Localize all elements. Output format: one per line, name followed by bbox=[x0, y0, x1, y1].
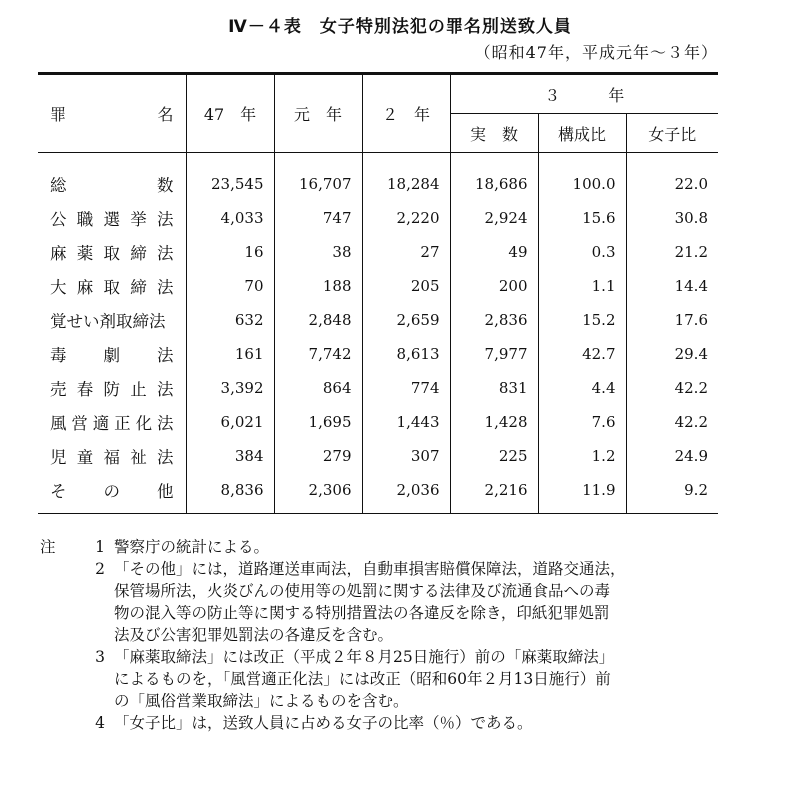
offense-name-char: 祉 bbox=[130, 448, 147, 467]
notes-label: 注 bbox=[40, 538, 56, 556]
offense-name-cell bbox=[38, 269, 186, 303]
table-row bbox=[38, 269, 718, 303]
header-heisei-3: ３ 年 bbox=[450, 74, 718, 114]
notes-label bbox=[40, 646, 86, 668]
header-composition-ratio: 構成比 bbox=[538, 114, 626, 153]
value-showa-47: 632 bbox=[186, 303, 274, 337]
table-row bbox=[38, 153, 718, 202]
offense-name-char: 法 bbox=[157, 380, 174, 399]
value-actual-count: 7,977 bbox=[450, 337, 538, 371]
note-text: 「麻薬取締法」には改正（平成２年８月25日施行）前の「麻薬取締法」 bbox=[114, 648, 615, 666]
notes-label bbox=[40, 624, 86, 646]
offense-name-char: 適 bbox=[92, 414, 110, 433]
value-heisei-2: 2,036 bbox=[362, 473, 450, 514]
offense-name-cell bbox=[38, 371, 186, 405]
value-actual-count: 225 bbox=[450, 439, 538, 473]
notes-label bbox=[40, 668, 86, 690]
value-female-ratio: 42.2 bbox=[626, 405, 718, 439]
note-line bbox=[40, 646, 740, 668]
offense-name-char: 児 bbox=[50, 448, 67, 467]
note-line bbox=[40, 712, 740, 734]
note-line bbox=[40, 580, 740, 602]
note-number bbox=[86, 624, 114, 646]
note-text: によるものを，「風営適正化法」には改正（昭和60年２月13日施行）前 bbox=[114, 670, 611, 688]
value-heisei-2: 18,284 bbox=[362, 153, 450, 202]
value-composition-ratio: 0.3 bbox=[538, 235, 626, 269]
offense-name-char: 他 bbox=[157, 482, 174, 501]
value-female-ratio: 21.2 bbox=[626, 235, 718, 269]
offense-name-char: 麻 bbox=[50, 244, 67, 263]
value-actual-count: 2,924 bbox=[450, 201, 538, 235]
value-composition-ratio: 15.2 bbox=[538, 303, 626, 337]
note-number: 4 bbox=[95, 714, 105, 732]
value-heisei-2: 205 bbox=[362, 269, 450, 303]
value-actual-count: 831 bbox=[450, 371, 538, 405]
note-number bbox=[86, 580, 114, 602]
offense-name-char: 法 bbox=[156, 414, 174, 433]
value-showa-47: 23,545 bbox=[186, 153, 274, 202]
header-name-char-1: 罪 bbox=[50, 105, 67, 124]
table-row bbox=[38, 303, 718, 337]
offense-name-char: 福 bbox=[103, 448, 120, 467]
offense-name-cell bbox=[38, 153, 186, 202]
value-female-ratio: 30.8 bbox=[626, 201, 718, 235]
note-line bbox=[40, 602, 740, 624]
value-actual-count: 2,836 bbox=[450, 303, 538, 337]
offense-name-cell bbox=[38, 201, 186, 235]
value-composition-ratio: 42.7 bbox=[538, 337, 626, 371]
value-showa-47: 3,392 bbox=[186, 371, 274, 405]
table-row bbox=[38, 337, 718, 371]
note-text: の「風俗営業取締法」によるものを含む。 bbox=[114, 692, 409, 710]
offense-name-char: の bbox=[103, 482, 120, 501]
offense-name-char: 総 bbox=[50, 176, 67, 195]
header-heisei-gan: 元 年 bbox=[274, 74, 362, 153]
value-showa-47: 70 bbox=[186, 269, 274, 303]
value-composition-ratio: 4.4 bbox=[538, 371, 626, 405]
value-actual-count: 200 bbox=[450, 269, 538, 303]
note-line bbox=[40, 668, 740, 690]
note-text: 「女子比」は，送致人員に占める女子の比率（％）である。 bbox=[114, 714, 533, 732]
value-actual-count: 49 bbox=[450, 235, 538, 269]
value-heisei-gan: 2,848 bbox=[274, 303, 362, 337]
offense-name-char: 童 bbox=[76, 448, 94, 467]
offense-name-char: 春 bbox=[76, 380, 94, 399]
header-actual-count: 実 数 bbox=[450, 114, 538, 153]
offense-name-char: 法 bbox=[157, 346, 174, 365]
value-heisei-2: 2,220 bbox=[362, 201, 450, 235]
note-line bbox=[40, 536, 740, 558]
header-female-ratio: 女子比 bbox=[626, 114, 718, 153]
value-heisei-2: 307 bbox=[362, 439, 450, 473]
value-composition-ratio: 1.1 bbox=[538, 269, 626, 303]
value-composition-ratio: 7.6 bbox=[538, 405, 626, 439]
table-row bbox=[38, 439, 718, 473]
notes-label bbox=[40, 580, 86, 602]
value-female-ratio: 24.9 bbox=[626, 439, 718, 473]
value-heisei-2: 2,659 bbox=[362, 303, 450, 337]
offense-name-char: 防 bbox=[103, 380, 120, 399]
value-female-ratio: 29.4 bbox=[626, 337, 718, 371]
value-heisei-2: 27 bbox=[362, 235, 450, 269]
value-showa-47: 4,033 bbox=[186, 201, 274, 235]
table-header bbox=[38, 74, 718, 153]
value-composition-ratio: 100.0 bbox=[538, 153, 626, 202]
value-actual-count: 1,428 bbox=[450, 405, 538, 439]
offense-name-cell bbox=[38, 405, 186, 439]
value-actual-count: 18,686 bbox=[450, 153, 538, 202]
offense-name-char: 大 bbox=[50, 278, 67, 297]
offense-name-char: 正 bbox=[114, 414, 131, 433]
offense-name-char: 薬 bbox=[76, 244, 94, 263]
value-showa-47: 161 bbox=[186, 337, 274, 371]
value-composition-ratio: 11.9 bbox=[538, 473, 626, 514]
offense-name-cell bbox=[38, 337, 186, 371]
offense-name-char: 取 bbox=[103, 244, 120, 263]
value-heisei-gan: 279 bbox=[274, 439, 362, 473]
offense-name-char: 挙 bbox=[130, 210, 147, 229]
value-heisei-gan: 16,707 bbox=[274, 153, 362, 202]
header-showa-47: 47 年 bbox=[186, 74, 274, 153]
note-text: 警察庁の統計による。 bbox=[114, 538, 270, 556]
notes-label bbox=[40, 602, 86, 624]
note-number bbox=[86, 602, 114, 624]
offense-name-char: 公 bbox=[50, 210, 67, 229]
offense-name-char: 毒 bbox=[50, 346, 67, 365]
table-row bbox=[38, 235, 718, 269]
offense-name-char: 数 bbox=[157, 176, 174, 195]
value-heisei-gan: 38 bbox=[274, 235, 362, 269]
offense-name-char: 営 bbox=[71, 414, 88, 433]
value-actual-count: 2,216 bbox=[450, 473, 538, 514]
value-heisei-gan: 864 bbox=[274, 371, 362, 405]
note-number: 1 bbox=[95, 538, 105, 556]
header-heisei-2: ２ 年 bbox=[362, 74, 450, 153]
value-showa-47: 8,836 bbox=[186, 473, 274, 514]
offense-name-char: 覚せい剤取締法 bbox=[50, 312, 166, 331]
value-heisei-gan: 2,306 bbox=[274, 473, 362, 514]
value-female-ratio: 42.2 bbox=[626, 371, 718, 405]
value-female-ratio: 9.2 bbox=[626, 473, 718, 514]
value-composition-ratio: 1.2 bbox=[538, 439, 626, 473]
offense-name-char: 法 bbox=[157, 278, 174, 297]
offense-name-char: 麻 bbox=[76, 278, 94, 297]
data-table bbox=[38, 72, 718, 514]
note-number: 2 bbox=[95, 560, 105, 578]
note-number: 3 bbox=[95, 648, 105, 666]
note-text: 法及び公害犯罪処罰法の各違反を含む。 bbox=[114, 626, 394, 644]
note-line bbox=[40, 624, 740, 646]
value-heisei-2: 1,443 bbox=[362, 405, 450, 439]
note-line bbox=[40, 690, 740, 712]
offense-name-char: 売 bbox=[50, 380, 67, 399]
offense-name-char: 締 bbox=[130, 244, 147, 263]
value-showa-47: 16 bbox=[186, 235, 274, 269]
offense-name-char: 劇 bbox=[103, 346, 120, 365]
value-showa-47: 6,021 bbox=[186, 405, 274, 439]
header-name-char-2: 名 bbox=[157, 105, 174, 124]
table-row bbox=[38, 405, 718, 439]
note-number bbox=[86, 690, 114, 712]
value-heisei-gan: 747 bbox=[274, 201, 362, 235]
note-text: 物の混入等の防止等に関する特別措置法の各違反を除き，印紙犯罪処罰 bbox=[114, 604, 610, 622]
value-heisei-2: 774 bbox=[362, 371, 450, 405]
table-row bbox=[38, 473, 718, 514]
offense-name-cell bbox=[38, 303, 186, 337]
table-title: Ⅳ－４表 女子特別法犯の罪名別送致人員 bbox=[228, 17, 572, 37]
notes-label bbox=[40, 712, 86, 734]
offense-name-cell bbox=[38, 235, 186, 269]
note-text: 保管場所法，火炎びんの使用等の処罰に関する法律及び流通食品への毒 bbox=[114, 582, 611, 600]
value-heisei-2: 8,613 bbox=[362, 337, 450, 371]
offense-name-cell bbox=[38, 439, 186, 473]
offense-name-char: 取 bbox=[103, 278, 120, 297]
offense-name-char: 法 bbox=[157, 210, 174, 229]
notes-label bbox=[40, 690, 86, 712]
note-number bbox=[86, 668, 114, 690]
offense-name-char: 選 bbox=[103, 210, 120, 229]
header-offense-name bbox=[38, 74, 186, 153]
value-composition-ratio: 15.6 bbox=[538, 201, 626, 235]
table-row bbox=[38, 201, 718, 235]
offense-name-char: 風 bbox=[50, 414, 67, 433]
notes-section bbox=[40, 536, 740, 734]
note-text: 「その他」には，道路運送車両法，自動車損害賠償保障法，道路交通法， bbox=[114, 560, 626, 578]
offense-name-char: 止 bbox=[130, 380, 147, 399]
value-heisei-gan: 1,695 bbox=[274, 405, 362, 439]
value-female-ratio: 14.4 bbox=[626, 269, 718, 303]
table-row bbox=[38, 371, 718, 405]
offense-name-char: 化 bbox=[135, 414, 153, 433]
table-body bbox=[38, 153, 718, 514]
value-female-ratio: 17.6 bbox=[626, 303, 718, 337]
offense-name-char: 法 bbox=[157, 244, 174, 263]
offense-name-char: 締 bbox=[130, 278, 147, 297]
value-female-ratio: 22.0 bbox=[626, 153, 718, 202]
value-heisei-gan: 188 bbox=[274, 269, 362, 303]
table-subtitle: （昭和47年，平成元年～３年） bbox=[474, 43, 718, 62]
offense-name-char: そ bbox=[50, 482, 67, 501]
note-line bbox=[40, 558, 740, 580]
offense-name-char: 法 bbox=[157, 448, 174, 467]
offense-name-cell bbox=[38, 473, 186, 514]
value-showa-47: 384 bbox=[186, 439, 274, 473]
notes-label bbox=[40, 558, 86, 580]
offense-name-char: 職 bbox=[76, 210, 94, 229]
value-heisei-gan: 7,742 bbox=[274, 337, 362, 371]
